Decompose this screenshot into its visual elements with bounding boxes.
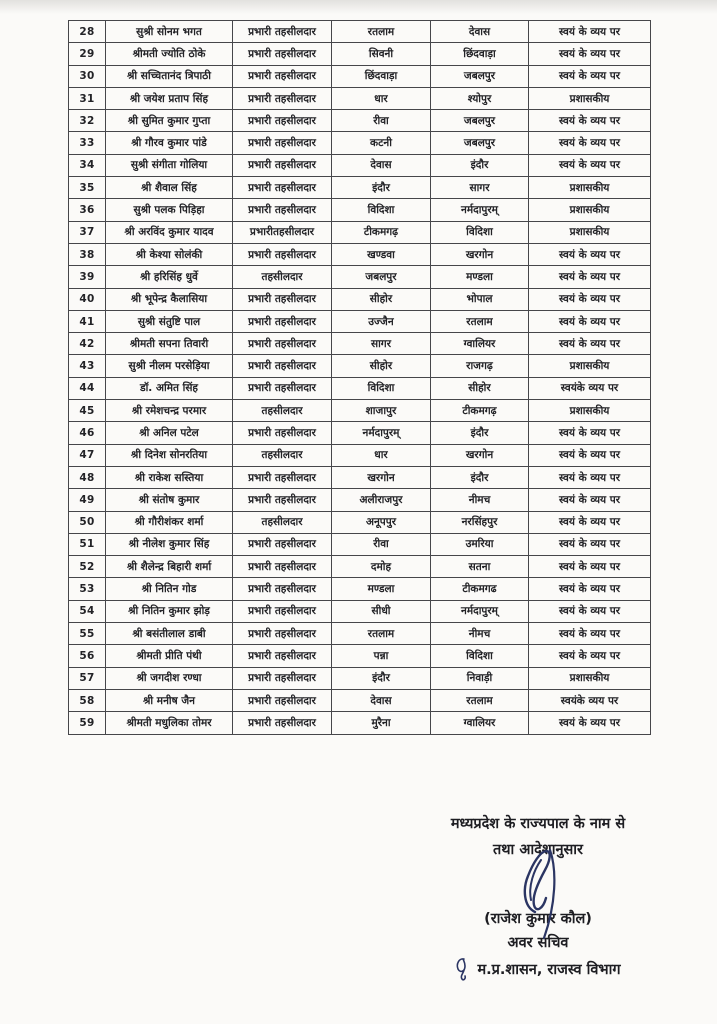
cell-designation: प्रभारी तहसीलदार <box>233 110 332 132</box>
cell-serial: 43 <box>69 355 106 377</box>
cell-serial: 41 <box>69 310 106 332</box>
cell-posted-from: पन्ना <box>332 645 431 667</box>
cell-posted-from: रीवा <box>332 533 431 555</box>
cell-designation: प्रभारी तहसीलदार <box>233 556 332 578</box>
cell-designation: प्रभारी तहसीलदार <box>233 578 332 600</box>
cell-transferred-to: रतलाम <box>431 689 529 711</box>
cell-serial: 40 <box>69 288 106 310</box>
cell-expense-basis: स्वयं के व्यय पर <box>529 132 651 154</box>
table-row <box>69 65 651 87</box>
cell-serial: 32 <box>69 110 106 132</box>
cell-designation: प्रभारी तहसीलदार <box>233 489 332 511</box>
table-row <box>69 466 651 488</box>
cell-designation: प्रभारी तहसीलदार <box>233 21 332 43</box>
cell-designation: तहसीलदार <box>233 444 332 466</box>
cell-posted-from: शाजापुर <box>332 400 431 422</box>
table-row <box>69 511 651 533</box>
cell-name: श्री सच्चितानंद त्रिपाठी <box>106 65 233 87</box>
cell-designation: प्रभारी तहसीलदार <box>233 87 332 109</box>
cell-serial: 51 <box>69 533 106 555</box>
cell-name: सुश्री सोनम भगत <box>106 21 233 43</box>
cell-expense-basis: स्वयं के व्यय पर <box>529 511 651 533</box>
cell-posted-from: धार <box>332 87 431 109</box>
cell-expense-basis: स्वयं के व्यय पर <box>529 422 651 444</box>
cell-transferred-to: इंदौर <box>431 466 529 488</box>
cell-designation: प्रभारी तहसीलदार <box>233 333 332 355</box>
cell-transferred-to: निवाड़ी <box>431 667 529 689</box>
table-row <box>69 243 651 265</box>
cell-name: श्रीमती मधुलिका तोमर <box>106 712 233 734</box>
cell-expense-basis: स्वयं के व्यय पर <box>529 466 651 488</box>
cell-name: श्री राकेश सस्तिया <box>106 466 233 488</box>
signatory-org: म.प्र.शासन, राजस्व विभाग <box>477 961 621 978</box>
cell-posted-from: रतलाम <box>332 21 431 43</box>
cell-posted-from: देवास <box>332 689 431 711</box>
cell-posted-from: अलीराजपुर <box>332 489 431 511</box>
table-row <box>69 422 651 444</box>
cell-posted-from: सागर <box>332 333 431 355</box>
cell-transferred-to: इंदौर <box>431 422 529 444</box>
cell-posted-from: रीवा <box>332 110 431 132</box>
table-row <box>69 377 651 399</box>
cell-name: श्री जयेश प्रताप सिंह <box>106 87 233 109</box>
cell-expense-basis: स्वयं के व्यय पर <box>529 623 651 645</box>
cell-expense-basis: स्वयं के व्यय पर <box>529 110 651 132</box>
cell-designation: प्रभारी तहसीलदार <box>233 243 332 265</box>
cell-transferred-to: रतलाम <box>431 310 529 332</box>
cell-expense-basis: प्रशासकीय <box>529 177 651 199</box>
cell-posted-from: देवास <box>332 154 431 176</box>
table-row <box>69 600 651 622</box>
cell-serial: 38 <box>69 243 106 265</box>
cell-transferred-to: सतना <box>431 556 529 578</box>
cell-name: श्री सुमित कुमार गुप्ता <box>106 110 233 132</box>
cell-designation: प्रभारी तहसीलदार <box>233 132 332 154</box>
cell-name: श्रीमती प्रीति पंथी <box>106 645 233 667</box>
table-row <box>69 623 651 645</box>
cell-transferred-to: विदिशा <box>431 645 529 667</box>
cell-designation: प्रभारी तहसीलदार <box>233 667 332 689</box>
table-row <box>69 199 651 221</box>
cell-transferred-to: छिंदवाड़ा <box>431 43 529 65</box>
cell-posted-from: टीकमगढ़ <box>332 221 431 243</box>
cell-expense-basis: स्वयं के व्यय पर <box>529 489 651 511</box>
cell-posted-from: सीहोर <box>332 288 431 310</box>
signatory-name: (राजेश कुमार कौल) <box>484 911 592 927</box>
cell-name: श्री गौरीशंकर शर्मा <box>106 511 233 533</box>
cell-transferred-to: विदिशा <box>431 221 529 243</box>
cell-posted-from: इंदौर <box>332 177 431 199</box>
cell-designation: प्रभारी तहसीलदार <box>233 712 332 734</box>
table-row <box>69 444 651 466</box>
cell-serial: 30 <box>69 65 106 87</box>
cell-serial: 49 <box>69 489 106 511</box>
cell-expense-basis: स्वयं के व्यय पर <box>529 533 651 555</box>
cell-name: श्री नितिन गोड <box>106 578 233 600</box>
cell-name: श्री गौरव कुमार पांडे <box>106 132 233 154</box>
cell-serial: 34 <box>69 154 106 176</box>
cell-transferred-to: श्योपुर <box>431 87 529 109</box>
table-row <box>69 21 651 43</box>
table-row <box>69 266 651 288</box>
cell-serial: 54 <box>69 600 106 622</box>
cell-serial: 42 <box>69 333 106 355</box>
cell-serial: 37 <box>69 221 106 243</box>
cell-serial: 47 <box>69 444 106 466</box>
cell-name: श्री जगदीश रण्धा <box>106 667 233 689</box>
cell-serial: 44 <box>69 377 106 399</box>
cell-name: श्री संतोष कुमार <box>106 489 233 511</box>
cell-name: श्री अनिल पटेल <box>106 422 233 444</box>
cell-expense-basis: प्रशासकीय <box>529 87 651 109</box>
cell-serial: 55 <box>69 623 106 645</box>
cell-name: श्री दिनेश सोनरतिया <box>106 444 233 466</box>
cell-posted-from: धार <box>332 444 431 466</box>
cell-designation: प्रभारी तहसीलदार <box>233 645 332 667</box>
cell-transferred-to: नीमच <box>431 489 529 511</box>
cell-designation: प्रभारी तहसीलदार <box>233 355 332 377</box>
cell-name: सुश्री संतुष्टि पाल <box>106 310 233 332</box>
cell-transferred-to: राजगढ़ <box>431 355 529 377</box>
signature-icon <box>505 846 569 940</box>
cell-expense-basis: स्वयं के व्यय पर <box>529 310 651 332</box>
table-row <box>69 132 651 154</box>
cell-name: सुश्री नीलम परसेड़िया <box>106 355 233 377</box>
cell-expense-basis: स्वयं के व्यय पर <box>529 333 651 355</box>
cell-designation: प्रभारी तहसीलदार <box>233 288 332 310</box>
cell-expense-basis: स्वयं के व्यय पर <box>529 712 651 734</box>
cell-designation: प्रभारी तहसीलदार <box>233 65 332 87</box>
initial-mark-icon <box>455 956 468 981</box>
cell-name: श्री रमेशचन्द्र परमार <box>106 400 233 422</box>
cell-name: श्री नीलेश कुमार सिंह <box>106 533 233 555</box>
cell-expense-basis: स्वयं के व्यय पर <box>529 21 651 43</box>
cell-transferred-to: सागर <box>431 177 529 199</box>
cell-name: श्री बसंतीलाल डाबी <box>106 623 233 645</box>
cell-transferred-to: नर्मदापुरम् <box>431 199 529 221</box>
table-row <box>69 533 651 555</box>
cell-name: श्रीमती ज्योति ठोके <box>106 43 233 65</box>
table-row <box>69 712 651 734</box>
cell-serial: 58 <box>69 689 106 711</box>
cell-posted-from: विदिशा <box>332 199 431 221</box>
cell-transferred-to: मण्डला <box>431 266 529 288</box>
cell-name: श्री केश्या सोलंकी <box>106 243 233 265</box>
cell-expense-basis: प्रशासकीय <box>529 221 651 243</box>
cell-expense-basis: स्वयंके व्यय पर <box>529 689 651 711</box>
cell-expense-basis: स्वयं के व्यय पर <box>529 600 651 622</box>
cell-expense-basis: स्वयंके व्यय पर <box>529 377 651 399</box>
cell-serial: 39 <box>69 266 106 288</box>
cell-serial: 36 <box>69 199 106 221</box>
transfer-table <box>68 20 651 735</box>
table-row <box>69 400 651 422</box>
table-row <box>69 87 651 109</box>
cell-name: श्री शैवाल सिंह <box>106 177 233 199</box>
cell-designation: प्रभारी तहसीलदार <box>233 466 332 488</box>
cell-designation: प्रभारी तहसीलदार <box>233 533 332 555</box>
cell-posted-from: कटनी <box>332 132 431 154</box>
cell-transferred-to: सीहोर <box>431 377 529 399</box>
cell-serial: 29 <box>69 43 106 65</box>
cell-designation: तहसीलदार <box>233 511 332 533</box>
cell-posted-from: सिवनी <box>332 43 431 65</box>
cell-posted-from: उज्जैन <box>332 310 431 332</box>
cell-posted-from: रतलाम <box>332 623 431 645</box>
cell-serial: 46 <box>69 422 106 444</box>
cell-transferred-to: जबलपुर <box>431 110 529 132</box>
cell-posted-from: जबलपुर <box>332 266 431 288</box>
cell-designation: प्रभारीतहसीलदार <box>233 221 332 243</box>
cell-posted-from: सीहोर <box>332 355 431 377</box>
cell-designation: प्रभारी तहसीलदार <box>233 377 332 399</box>
cell-expense-basis: प्रशासकीय <box>529 400 651 422</box>
cell-expense-basis: स्वयं के व्यय पर <box>529 645 651 667</box>
cell-transferred-to: जबलपुर <box>431 132 529 154</box>
table-row <box>69 355 651 377</box>
table-row <box>69 288 651 310</box>
table-row <box>69 43 651 65</box>
table-row <box>69 310 651 332</box>
signatory-org-row <box>398 956 678 981</box>
cell-serial: 31 <box>69 87 106 109</box>
table-row <box>69 177 651 199</box>
authority-line-1: मध्यप्रदेश के राज्यपाल के नाम से <box>450 816 626 832</box>
cell-name: श्री नितिन कुमार झोड़ <box>106 600 233 622</box>
cell-transferred-to: खरगोन <box>431 444 529 466</box>
cell-name: श्री मनीष जैन <box>106 689 233 711</box>
cell-transferred-to: ग्वालियर <box>431 333 529 355</box>
cell-designation: प्रभारी तहसीलदार <box>233 600 332 622</box>
cell-posted-from: छिंदवाड़ा <box>332 65 431 87</box>
cell-transferred-to: टीकमगढ़ <box>431 400 529 422</box>
table-row <box>69 489 651 511</box>
cell-serial: 33 <box>69 132 106 154</box>
cell-designation: प्रभारी तहसीलदार <box>233 689 332 711</box>
cell-transferred-to: नरसिंहपुर <box>431 511 529 533</box>
cell-posted-from: मण्डला <box>332 578 431 600</box>
cell-posted-from: सीधी <box>332 600 431 622</box>
cell-serial: 35 <box>69 177 106 199</box>
signatory-title: अवर सचिव <box>507 935 569 951</box>
cell-name: श्री हरिसिंह धुर्वे <box>106 266 233 288</box>
cell-designation: तहसीलदार <box>233 266 332 288</box>
cell-designation: प्रभारी तहसीलदार <box>233 154 332 176</box>
cell-designation: प्रभारी तहसीलदार <box>233 177 332 199</box>
cell-expense-basis: प्रशासकीय <box>529 199 651 221</box>
cell-transferred-to: ग्वालियर <box>431 712 529 734</box>
cell-transferred-to: नर्मदापुरम् <box>431 600 529 622</box>
cell-transferred-to: देवास <box>431 21 529 43</box>
cell-name: श्री अरविंद कुमार यादव <box>106 221 233 243</box>
cell-name: सुश्री संगीता गोलिया <box>106 154 233 176</box>
cell-name: श्री शैलेन्द्र बिहारी शर्मा <box>106 556 233 578</box>
cell-posted-from: अनूपपुर <box>332 511 431 533</box>
cell-expense-basis: स्वयं के व्यय पर <box>529 556 651 578</box>
table-row <box>69 221 651 243</box>
cell-posted-from: खरगोन <box>332 466 431 488</box>
cell-name: डॉ. अमित सिंह <box>106 377 233 399</box>
cell-posted-from: खण्डवा <box>332 243 431 265</box>
cell-transferred-to: जबलपुर <box>431 65 529 87</box>
cell-expense-basis: प्रशासकीय <box>529 355 651 377</box>
cell-transferred-to: खरगोन <box>431 243 529 265</box>
cell-designation: प्रभारी तहसीलदार <box>233 199 332 221</box>
cell-expense-basis: स्वयं के व्यय पर <box>529 578 651 600</box>
cell-designation: प्रभारी तहसीलदार <box>233 422 332 444</box>
table-row <box>69 556 651 578</box>
cell-expense-basis: स्वयं के व्यय पर <box>529 43 651 65</box>
cell-designation: प्रभारी तहसीलदार <box>233 623 332 645</box>
cell-name: श्री भूपेन्द्र कैलासिया <box>106 288 233 310</box>
table-row <box>69 578 651 600</box>
cell-serial: 28 <box>69 21 106 43</box>
table-row <box>69 110 651 132</box>
table-row <box>69 333 651 355</box>
cell-posted-from: मुरैना <box>332 712 431 734</box>
table-row <box>69 154 651 176</box>
cell-designation: तहसीलदार <box>233 400 332 422</box>
cell-serial: 53 <box>69 578 106 600</box>
cell-serial: 45 <box>69 400 106 422</box>
cell-designation: प्रभारी तहसीलदार <box>233 310 332 332</box>
cell-serial: 48 <box>69 466 106 488</box>
cell-name: सुश्री पलक पिड़िहा <box>106 199 233 221</box>
cell-serial: 57 <box>69 667 106 689</box>
cell-serial: 56 <box>69 645 106 667</box>
cell-expense-basis: प्रशासकीय <box>529 667 651 689</box>
cell-expense-basis: स्वयं के व्यय पर <box>529 266 651 288</box>
cell-expense-basis: स्वयं के व्यय पर <box>529 288 651 310</box>
cell-transferred-to: भोपाल <box>431 288 529 310</box>
table-row <box>69 667 651 689</box>
cell-posted-from: नर्मदापुरम् <box>332 422 431 444</box>
cell-expense-basis: स्वयं के व्यय पर <box>529 154 651 176</box>
cell-name: श्रीमती सपना तिवारी <box>106 333 233 355</box>
transfer-table-body <box>69 21 651 735</box>
cell-posted-from: विदिशा <box>332 377 431 399</box>
table-row <box>69 645 651 667</box>
cell-expense-basis: स्वयं के व्यय पर <box>529 444 651 466</box>
cell-serial: 52 <box>69 556 106 578</box>
authority-line-2: तथा आदेशानुसार <box>492 842 583 858</box>
cell-expense-basis: स्वयं के व्यय पर <box>529 243 651 265</box>
cell-transferred-to: इंदौर <box>431 154 529 176</box>
cell-transferred-to: टीकमगढ <box>431 578 529 600</box>
table-row <box>69 689 651 711</box>
cell-transferred-to: नीमच <box>431 623 529 645</box>
cell-posted-from: दमोह <box>332 556 431 578</box>
cell-designation: प्रभारी तहसीलदार <box>233 43 332 65</box>
cell-transferred-to: उमरिया <box>431 533 529 555</box>
cell-expense-basis: स्वयं के व्यय पर <box>529 65 651 87</box>
cell-posted-from: इंदौर <box>332 667 431 689</box>
cell-serial: 59 <box>69 712 106 734</box>
cell-serial: 50 <box>69 511 106 533</box>
